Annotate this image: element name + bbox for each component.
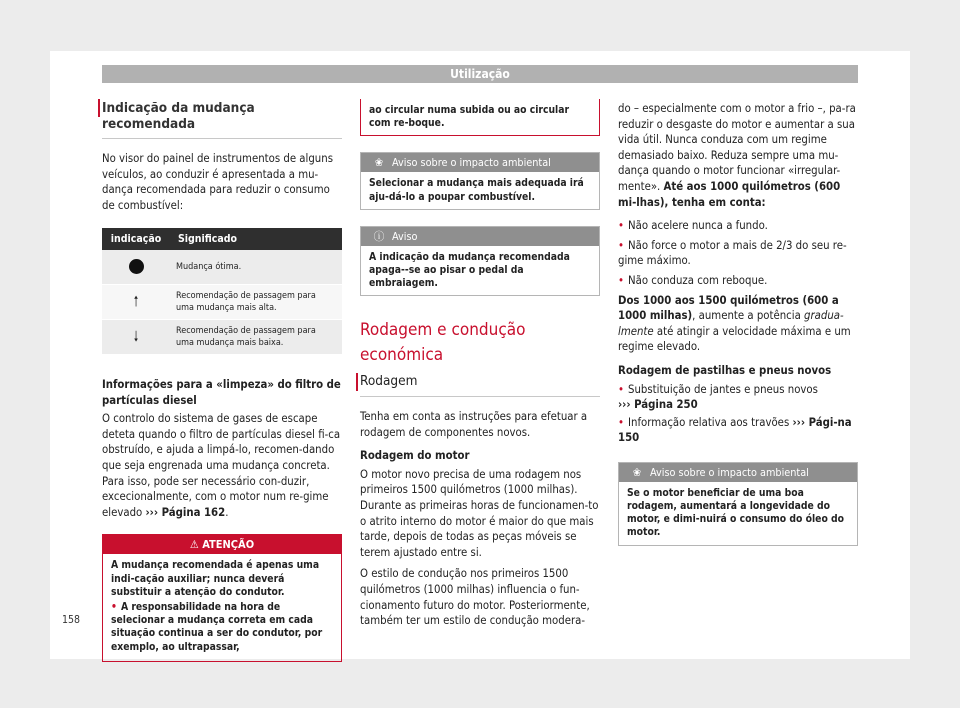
table-row <box>102 320 342 355</box>
manual-page <box>50 51 910 659</box>
section-title-running-in: Rodagem e condução económica <box>360 320 526 366</box>
table-row <box>102 285 342 320</box>
column-3 <box>618 101 858 546</box>
column-2 <box>360 101 600 635</box>
environment-notice-box <box>618 462 858 546</box>
chapter-header: Utilização <box>102 65 858 83</box>
section-title-gear: Indicação da mudança recomendada <box>102 101 342 139</box>
warning-continuation: ao circular numa subida ou ao circular com re-boque. <box>360 99 600 136</box>
table-header-indication: indicação <box>102 228 170 250</box>
engine-text-2: O estilo de condução nos primeiros 1500 quilómetros (1000 milhas) influencia o fun-cionamento futuro do motor. Posteriormente, também ter um estilo de condução modera- <box>360 567 590 628</box>
leaf-icon: ❀ <box>632 465 642 479</box>
running-in-intro: Tenha em conta as instruções para efetuar a rodagem de componentes novos. <box>360 410 588 439</box>
environment-notice-header: ❀ Aviso sobre o impacto ambiental <box>619 463 857 482</box>
warning-box <box>102 534 342 661</box>
environment-notice-header: ❀ Aviso sobre o impacto ambiental <box>361 153 599 172</box>
table-cell: Recomendação de passagem para uma mudança mais baixa. <box>170 320 342 355</box>
list-item: • Substituição de jantes e pneus novos ››› Página 250 <box>618 382 858 413</box>
list-item: • Não conduza com reboque. <box>618 273 858 289</box>
list-item: • Não force o motor a mais de 2/3 do seu re-gime máximo. <box>618 238 858 269</box>
page-number: 158 <box>62 614 81 626</box>
warning-header: ⚠ ATENÇÃO <box>103 535 341 554</box>
note-box <box>360 226 600 297</box>
arrow-up-icon: 🠑 <box>102 285 170 320</box>
leaf-icon: ❀ <box>374 156 384 170</box>
pads-heading: Rodagem de pastilhas e pneus novos <box>618 363 832 377</box>
list-item: • Informação relativa aos travões ››› Pági-na 150 <box>618 415 858 446</box>
table-cell: Recomendação de passagem para uma mudança mais alta. <box>170 285 342 320</box>
warning-text-1: A mudança recomendada é apenas uma indi-cação auxiliar; nunca deverá substituir a atenção do condutor. <box>111 559 320 598</box>
note-text: A indicação da mudança recomendada apaga--se ao pisar o pedal da embraiagem. <box>369 250 570 290</box>
filter-heading: Informações para a «limpeza» do filtro de partículas diesel <box>102 378 341 407</box>
engine-text-1: O motor novo precisa de uma rodagem nos primeiros 1500 quilómetros (1000 milhas). Durante as primeiras horas de funcionamen-to o atrito interno do motor é maior do que mais tarde, depois de todas as peças móveis se terem ajustado entre si. <box>360 467 599 559</box>
page-link[interactable]: ››› Pági-na 150 <box>618 415 852 445</box>
environment-notice-text: Selecionar a mudança mais adequada irá aju-dá-lo a poupar combustível. <box>369 177 584 203</box>
table-cell: Mudança ótima. <box>170 250 342 285</box>
subsection-title: Rodagem <box>360 374 600 397</box>
driving-text: do – especialmente com o motor a frio –, pa-ra reduzir o desgaste do motor e aumentar a sua vida útil. Nunca conduza com um regime demasiado baixo. Reduza sempre uma mu-dança quando o motor funcionar «irregular-mente». Até aos 1000 quilómetros (600 mi-lhas), tenha em conta: <box>618 102 856 209</box>
list-item: • Não acelere nunca a fundo. <box>618 218 858 234</box>
column-1 <box>102 101 342 662</box>
environment-notice-box <box>360 152 600 209</box>
engine-heading: Rodagem do motor <box>360 449 470 463</box>
gear-intro: No visor do painel de instrumentos de alguns veículos, ao conduzir é apresentada a mu-dança recomendada para reduzir o consumo de combustível: <box>102 152 333 212</box>
page-link[interactable]: ››› Página 162 <box>145 505 226 519</box>
warning-text-2: • A responsabilidade na hora de selecionar a mudança correta em cada situação continua a ser do condutor, por exemplo, ao ultrapassar, <box>111 601 333 654</box>
indication-table <box>102 228 342 356</box>
filter-text: O controlo do sistema de gases de escape deteta quando o filtro de partículas diesel fi-ca obstruído, e ajuda a limpá-lo, recomen-dando que seja engrenada uma mudança concreta. Para isso, pode ser necessário con-duzir, excecionalmente, com o motor num re-gime elevado ››› Página 162. <box>102 412 341 519</box>
environment-notice-text: Se o motor beneficiar de uma boa rodagem, aumentará a longevidade do motor, e dimi-nuirá o consumo do óleo do motor. <box>627 486 845 539</box>
warning-triangle-icon: ⚠ <box>189 538 199 552</box>
filled-circle-icon <box>129 259 144 274</box>
info-icon: ⓘ <box>373 229 385 243</box>
table-header-meaning: Significado <box>170 228 342 250</box>
power-text: Dos 1000 aos 1500 quilómetros (600 a 1000 milhas), aumente a potência gradua-lmente até atingir a velocidade máxima e um regime elevado. <box>618 293 851 354</box>
note-header: ⓘ Aviso <box>361 227 599 246</box>
page-link[interactable]: ››› Página 250 <box>618 398 698 412</box>
arrow-down-icon: 🠓 <box>102 320 170 355</box>
table-row <box>102 250 342 285</box>
